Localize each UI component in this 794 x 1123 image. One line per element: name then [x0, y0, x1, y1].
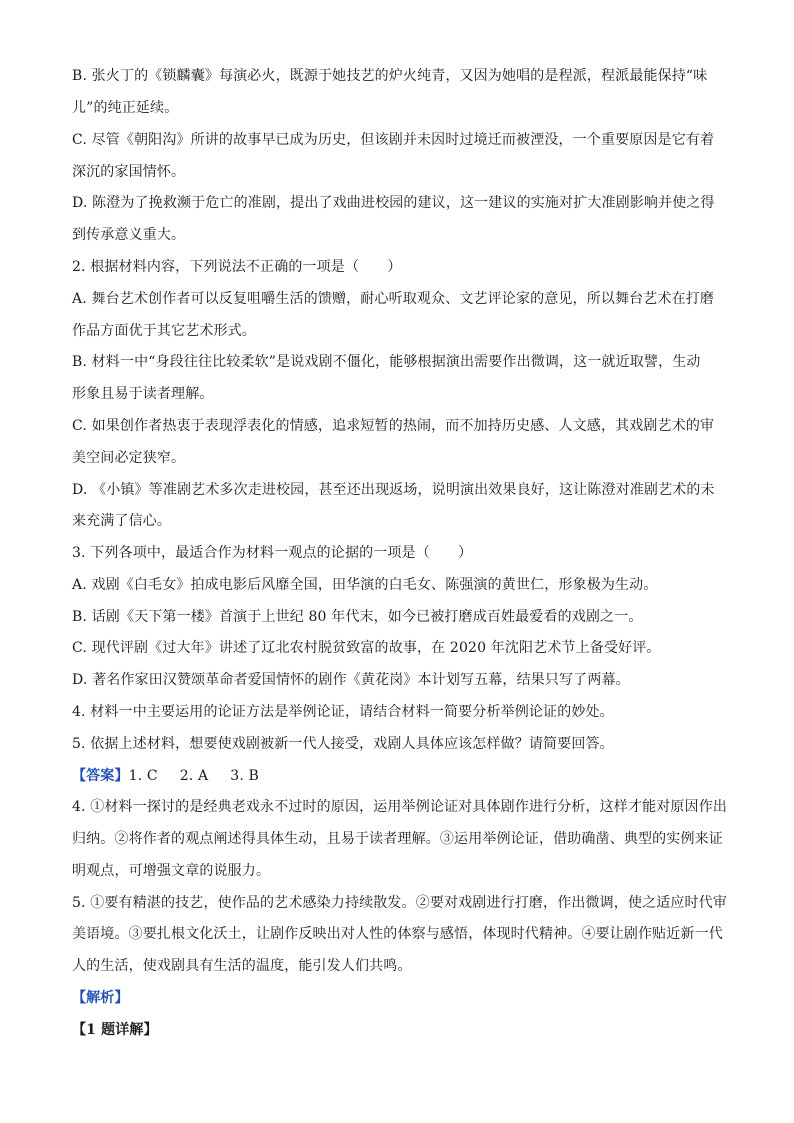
answer-q5-line1: 5. ①要有精湛的技艺，使作品的艺术感染力持续散发。②要对戏剧进行打磨，作出微调，使之适应时代审: [72, 895, 728, 911]
analysis-detail-1-heading: 【1 题详解】: [72, 1022, 158, 1038]
answer-1: 1. C: [128, 768, 158, 784]
q2-option-b-line2: 形象且易于读者理解。: [72, 386, 214, 402]
q2-option-a-line2: 作品方面优于其它艺术形式。: [72, 323, 256, 339]
q2-stem: 2. 根据材料内容，下列说法不正确的一项是（ ）: [72, 259, 402, 275]
q3-option-d: D. 著名作家田汉赞颂革命者爱国情怀的剧作《黄花岗》本计划写五幕，结果只写了两幕。: [72, 672, 630, 688]
answer-3: 3. B: [230, 768, 259, 784]
q3-option-a: A. 戏剧《白毛女》拍成电影后风靡全国，田华演的白毛女、陈强演的黄世仁，形象极为生动。: [72, 577, 658, 593]
answer-q5-line2: 美语境。③要扎根文化沃土，让剧作反映出对人性的体察与感悟，体现时代精神。④要让剧作贴近新一代: [72, 926, 723, 942]
q2-option-b-line1: B. 材料一中“身段往往比较柔软”是说戏剧不僵化，能够根据演出需要作出微调，这一就近取譬，生动: [72, 354, 701, 370]
q1-option-b-line1: B. 张火丁的《锁麟囊》每演必火，既源于她技艺的炉火纯青，又因为她唱的是程派，程派最能保持“味: [72, 68, 708, 84]
q5-stem: 5. 依据上述材料，想要使戏剧被新一代人接受，戏剧人具体应该怎样做？请简要回答。: [72, 736, 614, 752]
q1-option-b-line2: 儿”的纯正延续。: [72, 100, 179, 116]
q2-option-d-line1: D. 《小镇》等准剧艺术多次走进校园，甚至还出现返场，说明演出效果良好，这让陈澄对准剧艺术的未: [72, 482, 715, 498]
q1-option-c-line1: C. 尽管《朝阳沟》所讲的故事早已成为历史，但该剧并未因时过境迁而被湮没，一个重要原因是它有着: [72, 132, 715, 148]
q2-option-c-line1: C. 如果创作者热衷于表现浮表化的情感，追求短暂的热闹，而不加持历史感、人文感，其戏剧艺术的审: [72, 418, 715, 434]
q2-option-a-line1: A. 舞台艺术创作者可以反复咀嚼生活的馈赠，耐心听取观众、文艺评论家的意见，所以舞台艺术在打磨: [72, 291, 715, 307]
analysis-label: 【解析】: [72, 990, 129, 1006]
analysis-label-row: [72, 988, 732, 1008]
q2-option-c-line2: 美空间必定狭窄。: [72, 450, 186, 466]
q1-option-d-line1: D. 陈澄为了挽救濒于危亡的准剧，提出了戏曲进校园的建议，这一建议的实施对扩大准剧影响并使之得: [72, 195, 715, 211]
q4-stem: 4. 材料一中主要运用的论证方法是举例论证，请结合材料一简要分析举例论证的妙处。: [72, 704, 614, 720]
answer-q5-line3: 人的生活，使戏剧具有生活的温度，能引发人们共鸣。: [72, 958, 412, 974]
q2-option-d-line2: 来充满了信心。: [72, 513, 172, 529]
q1-option-d-line2: 到传承意义重大。: [72, 227, 186, 243]
answer-q4-line3: 明观点，可增强文章的说服力。: [72, 863, 271, 879]
q1-option-c-line2: 深沉的家国情怀。: [72, 164, 186, 180]
q3-stem: 3. 下列各项中，最适合作为材料一观点的论据的一项是（ ）: [72, 545, 473, 561]
answer-q4-line1: 4. ①材料一探讨的是经典老戏永不过时的原因，运用举例论证对具体剧作进行分析，这样才能对原因作出: [72, 799, 728, 815]
answer-q4-line2: 归纳。②将作者的观点阐述得具体生动，且易于读者理解。③运用举例论证，借助确凿、典型的实例来证: [72, 831, 723, 847]
answer-label: 【答案】: [72, 768, 129, 784]
answer-row: [72, 766, 732, 786]
q3-option-b: B. 话剧《天下第一楼》首演于上世纪 80 年代末，如今已被打磨成百姓最爱看的戏剧之一。: [72, 609, 643, 625]
q3-option-c: C. 现代评剧《过大年》讲述了辽北农村脱贫致富的故事，在 2020 年沈阳艺术节上备受好评。: [72, 640, 661, 656]
answer-2: 2. A: [179, 768, 209, 784]
